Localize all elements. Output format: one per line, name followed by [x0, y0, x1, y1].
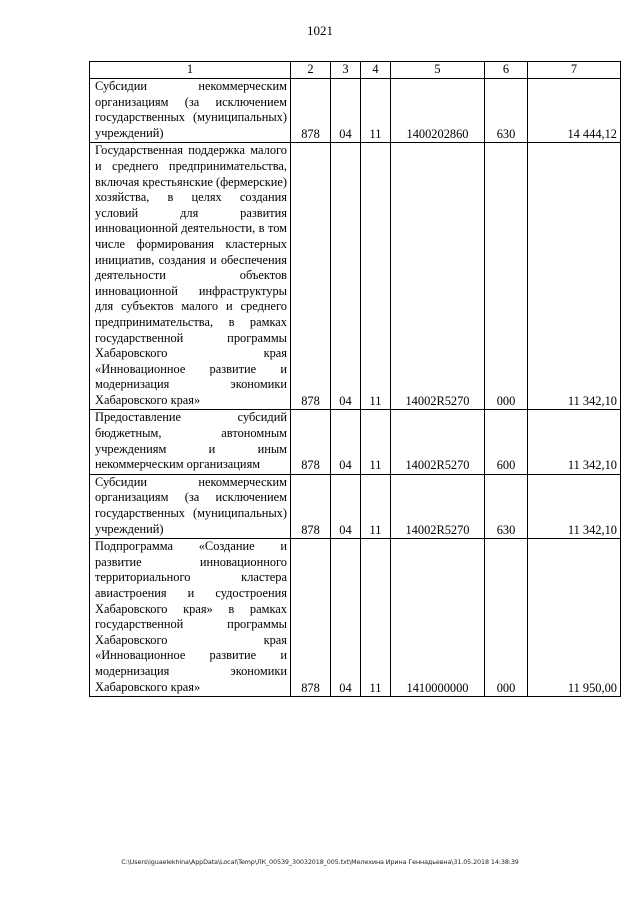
row-amount: 14 444,12: [528, 79, 621, 143]
row-section-code: 04: [331, 539, 361, 697]
header-col-5: 5: [391, 62, 485, 79]
row-target-code: 14002R5270: [391, 143, 485, 410]
row-ministry-code: 878: [291, 474, 331, 538]
header-col-4: 4: [361, 62, 391, 79]
header-col-3: 3: [331, 62, 361, 79]
row-section-code: 04: [331, 474, 361, 538]
row-subsection-code: 11: [361, 539, 391, 697]
table-row: [90, 539, 621, 697]
header-col-7: 7: [528, 62, 621, 79]
row-target-code: 1410000000: [391, 539, 485, 697]
row-expense-type: 600: [485, 410, 528, 474]
row-section-code: 04: [331, 79, 361, 143]
header-row: [90, 62, 621, 79]
row-ministry-code: 878: [291, 79, 331, 143]
row-target-code: 1400202860: [391, 79, 485, 143]
row-expense-type: 630: [485, 474, 528, 538]
row-name-cell: [90, 143, 291, 410]
row-name: Подпрограмма «Создание и развитие инновационного территориального кластера авиастроения и судостроения Хабаровского края» в рамках государственной программы Хабаровского края «Инновационное развитие и модернизация экономики Хабаровского края»: [95, 539, 287, 694]
row-ministry-code: 878: [291, 143, 331, 410]
row-ministry-code: 878: [291, 539, 331, 697]
row-subsection-code: 11: [361, 143, 391, 410]
row-amount: 11 950,00: [528, 539, 621, 697]
row-name: Субсидии некоммерческим организациям (за исключением государственных (муниципальных) учреждений): [95, 79, 287, 140]
row-amount: 11 342,10: [528, 474, 621, 538]
row-subsection-code: 11: [361, 79, 391, 143]
budget-table: [89, 61, 621, 697]
row-expense-type: 630: [485, 79, 528, 143]
row-amount: 11 342,10: [528, 143, 621, 410]
header-col-6: 6: [485, 62, 528, 79]
row-section-code: 04: [331, 143, 361, 410]
row-subsection-code: 11: [361, 410, 391, 474]
header-col-1: 1: [90, 62, 291, 79]
row-ministry-code: 878: [291, 410, 331, 474]
table-row: [90, 474, 621, 538]
row-name-cell: [90, 410, 291, 474]
row-amount: 11 342,10: [528, 410, 621, 474]
header-col-2: 2: [291, 62, 331, 79]
row-name: Государственная поддержка малого и среднего предпринимательства, включая крестьянские (фермерские) хозяйства, в целях создания условий для развития инновационной деятельности, в том числе формирования кластерных инициатив, создания и обеспечения деятельности объектов инновационной инфраструктуры для субъектов малого и среднего предпринимательства, в рамках государственной программы Хабаровского края «Инновационное развитие и модернизация экономики Хабаровского края»: [95, 143, 288, 407]
row-expense-type: 000: [485, 539, 528, 697]
table-row: [90, 410, 621, 474]
row-subsection-code: 11: [361, 474, 391, 538]
row-target-code: 14002R5270: [391, 474, 485, 538]
page-number: 1021: [307, 23, 333, 38]
table-row: [90, 143, 621, 410]
row-target-code: 14002R5270: [391, 410, 485, 474]
row-section-code: 04: [331, 410, 361, 474]
row-name: Предоставление субсидий бюджетным, автономным учреждениям и иным некоммерческим организациям: [95, 410, 287, 472]
file-path-footer: C:\Users\iguaelekhina\AppData\Local\Temp\ЛК_00539_30032018_005.txt\Мелехина Ирина Геннадьевна\31.05.2018 14:38:39: [121, 858, 519, 866]
row-name-cell: [90, 79, 291, 143]
table-row: [90, 79, 621, 143]
row-name: Субсидии некоммерческим организациям (за исключением государственных (муниципальных) учреждений): [95, 474, 287, 536]
row-name-cell: [90, 474, 291, 538]
row-name-cell: [90, 539, 291, 697]
row-expense-type: 000: [485, 143, 528, 410]
